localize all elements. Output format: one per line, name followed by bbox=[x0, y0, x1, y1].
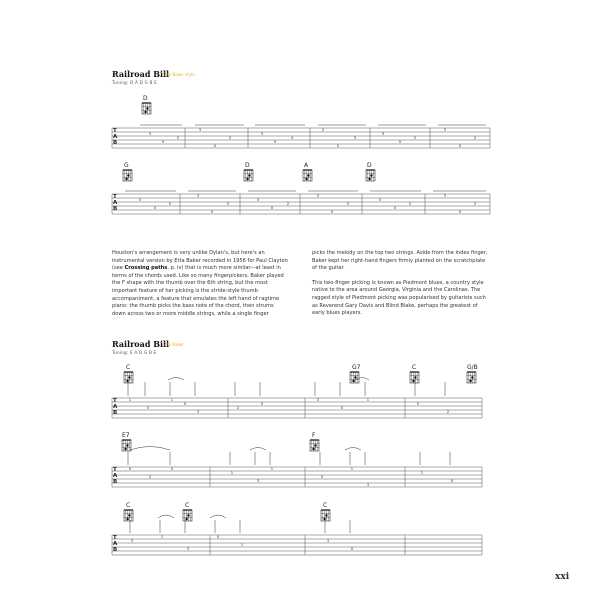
chord-diagram-icon bbox=[124, 510, 133, 521]
svg-text:2: 2 bbox=[446, 409, 450, 414]
svg-text:0: 0 bbox=[398, 139, 402, 144]
svg-text:3: 3 bbox=[186, 546, 190, 551]
svg-text:1: 1 bbox=[350, 466, 354, 471]
chord-diagram-icon bbox=[366, 170, 375, 181]
chord-name: G bbox=[124, 162, 129, 169]
svg-text:3: 3 bbox=[146, 405, 150, 410]
svg-text:0: 0 bbox=[168, 201, 172, 206]
svg-text:3: 3 bbox=[366, 482, 370, 487]
chord-diagram-icon bbox=[467, 372, 476, 383]
tab-clef-a: A bbox=[113, 473, 118, 479]
svg-text:2: 2 bbox=[236, 405, 240, 410]
chord-name: D bbox=[245, 162, 250, 169]
chord-diagram-icon bbox=[183, 510, 192, 521]
section1-subtitle: Etta Baker style bbox=[163, 72, 195, 77]
svg-text:2: 2 bbox=[148, 474, 152, 479]
svg-text:3: 3 bbox=[443, 127, 447, 132]
tab-clef-t: T bbox=[113, 467, 117, 473]
chord-diagram-icon bbox=[142, 103, 151, 114]
svg-text:1: 1 bbox=[366, 397, 370, 402]
section2-row2-staff bbox=[112, 440, 482, 487]
section1-row2-staff bbox=[112, 170, 490, 214]
svg-text:2: 2 bbox=[321, 127, 325, 132]
tab-clef-b: B bbox=[113, 140, 118, 146]
paragraph-text: This two-finger picking is known as Piedmont blues, a country style native to the area around Georgia, Virginia and the Carolinas. The ragged style of Piedmont picking was popularised by guitarists such as Reverend Gary Davis and Blind Blake, perhaps the greatest of early blues players. bbox=[312, 279, 486, 317]
chord-name: G/B bbox=[467, 364, 478, 371]
svg-text:3: 3 bbox=[353, 135, 357, 140]
section2-title: Railroad Bill bbox=[112, 339, 170, 349]
svg-text:0: 0 bbox=[273, 139, 277, 144]
svg-text:0: 0 bbox=[320, 474, 324, 479]
svg-text:4: 4 bbox=[290, 135, 294, 140]
svg-text:2: 2 bbox=[176, 135, 180, 140]
svg-text:2: 2 bbox=[286, 201, 290, 206]
svg-text:2: 2 bbox=[473, 135, 477, 140]
tab-clef bbox=[113, 194, 117, 212]
section1-tuning: Tuning: D A D G B E bbox=[112, 80, 157, 85]
tab-clef-b: B bbox=[113, 547, 118, 553]
svg-text:2: 2 bbox=[228, 135, 232, 140]
svg-text:0: 0 bbox=[270, 205, 274, 210]
tab-clef bbox=[113, 398, 117, 416]
section2-subtitle: Etta Baker bbox=[163, 342, 184, 347]
page-number: xxi bbox=[555, 572, 570, 582]
chord-name: C bbox=[412, 364, 417, 371]
tab-clef-t: T bbox=[113, 194, 117, 200]
svg-text:3: 3 bbox=[256, 197, 260, 202]
svg-text:2: 2 bbox=[226, 201, 230, 206]
svg-text:0: 0 bbox=[260, 401, 264, 406]
text-column-1 bbox=[112, 250, 288, 325]
tab-clef-t: T bbox=[113, 398, 117, 404]
tab-clef bbox=[113, 467, 117, 485]
section1-row1-staff bbox=[112, 103, 490, 148]
svg-text:1: 1 bbox=[128, 397, 132, 402]
svg-text:0: 0 bbox=[213, 143, 217, 148]
svg-text:3: 3 bbox=[256, 478, 260, 483]
svg-text:0: 0 bbox=[330, 209, 334, 214]
svg-text:3: 3 bbox=[148, 131, 152, 136]
chord-diagram-icon bbox=[350, 372, 359, 383]
svg-text:3: 3 bbox=[381, 131, 385, 136]
svg-text:3: 3 bbox=[260, 131, 264, 136]
cross-reference: Crossing paths bbox=[124, 265, 168, 272]
chord-diagram-icon bbox=[321, 510, 330, 521]
chord-name: C bbox=[185, 502, 190, 509]
svg-text:0: 0 bbox=[350, 546, 354, 551]
svg-text:1: 1 bbox=[240, 542, 244, 547]
tab-clef-b: B bbox=[113, 410, 118, 416]
svg-text:3: 3 bbox=[138, 197, 142, 202]
svg-text:3: 3 bbox=[130, 538, 134, 543]
chord-name: A bbox=[304, 162, 309, 169]
svg-text:0: 0 bbox=[153, 205, 157, 210]
tab-clef-b: B bbox=[113, 206, 118, 212]
svg-text:3: 3 bbox=[198, 127, 202, 132]
svg-text:3: 3 bbox=[196, 193, 200, 198]
svg-text:3: 3 bbox=[316, 397, 320, 402]
chord-name: C bbox=[323, 502, 328, 509]
tab-clef-a: A bbox=[113, 404, 118, 410]
svg-text:0: 0 bbox=[458, 143, 462, 148]
svg-text:1: 1 bbox=[230, 470, 234, 475]
section2-row1-staff bbox=[112, 372, 482, 418]
tab-clef bbox=[113, 535, 117, 553]
chord-name: F bbox=[312, 432, 316, 439]
svg-text:1: 1 bbox=[160, 534, 164, 539]
tab-clef-t: T bbox=[113, 535, 117, 541]
svg-text:0: 0 bbox=[128, 466, 132, 471]
chord-diagram-icon bbox=[123, 170, 132, 181]
chord-diagram-icon bbox=[122, 440, 131, 451]
svg-text:0: 0 bbox=[161, 139, 165, 144]
text-column-2 bbox=[312, 250, 488, 325]
svg-text:2: 2 bbox=[473, 201, 477, 206]
svg-text:0: 0 bbox=[170, 466, 174, 471]
chord-diagram-icon bbox=[124, 372, 133, 383]
svg-text:3: 3 bbox=[196, 409, 200, 414]
section1-title: Railroad Bill bbox=[112, 69, 170, 79]
chord-diagram-icon bbox=[303, 170, 312, 181]
svg-text:2: 2 bbox=[413, 135, 417, 140]
svg-text:1: 1 bbox=[420, 470, 424, 475]
chord-name: E7 bbox=[122, 432, 130, 439]
chord-name: G7 bbox=[352, 364, 361, 371]
chord-name: D bbox=[143, 95, 148, 102]
chord-diagram-icon bbox=[310, 440, 319, 451]
svg-text:3: 3 bbox=[326, 538, 330, 543]
paragraph-text: , p. iv) that is much more similar—at least in terms of the chords used. Like so many fingerpickers, Baker played the F shape with the thumb over the 6th string, but the most important feature of her picking is the stride-style thumb accompaniment, a feature that emulates the left hand of ragtime piano: the thumb picks the bass note of the chord, then strums down across two or more middle strings, while a single finger bbox=[112, 265, 284, 317]
chord-name: D bbox=[367, 162, 372, 169]
chord-diagram-icon bbox=[410, 372, 419, 383]
svg-text:0: 0 bbox=[216, 534, 220, 539]
svg-text:0: 0 bbox=[458, 209, 462, 214]
svg-text:0: 0 bbox=[450, 478, 454, 483]
section2-row3-staff bbox=[112, 510, 482, 555]
svg-text:0: 0 bbox=[183, 401, 187, 406]
svg-text:0: 0 bbox=[336, 143, 340, 148]
tab-clef bbox=[113, 128, 117, 146]
svg-text:0: 0 bbox=[210, 209, 214, 214]
tab-clef-b: B bbox=[113, 479, 118, 485]
tab-clef-a: A bbox=[113, 134, 118, 140]
svg-text:2: 2 bbox=[408, 201, 412, 206]
chord-name: C bbox=[126, 364, 131, 371]
svg-text:1: 1 bbox=[170, 397, 174, 402]
svg-text:0: 0 bbox=[416, 401, 420, 406]
svg-text:2: 2 bbox=[346, 201, 350, 206]
svg-text:3: 3 bbox=[378, 197, 382, 202]
svg-text:3: 3 bbox=[443, 193, 447, 198]
tab-clef-a: A bbox=[113, 541, 118, 547]
tab-clef-t: T bbox=[113, 128, 117, 134]
chord-diagram-icon bbox=[244, 170, 253, 181]
paragraph-text: picks the melody on the top two strings. Aside from the index finger, Baker kept her right-hand fingers firmly planted on the scratchplate of the guitar. bbox=[312, 250, 488, 272]
paragraph-text: Houston's arrangement is very unlike Dylan's, but here's an instrumental version by Etta Baker recorded in 1956 for Paul Clayton (see bbox=[112, 250, 288, 272]
svg-text:0: 0 bbox=[393, 205, 397, 210]
chord-name: C bbox=[126, 502, 131, 509]
tab-clef-a: A bbox=[113, 200, 118, 206]
svg-text:2: 2 bbox=[316, 193, 320, 198]
svg-text:1: 1 bbox=[270, 466, 274, 471]
section2-tuning: Tuning: E A D G B E bbox=[112, 350, 157, 355]
svg-text:0: 0 bbox=[340, 405, 344, 410]
